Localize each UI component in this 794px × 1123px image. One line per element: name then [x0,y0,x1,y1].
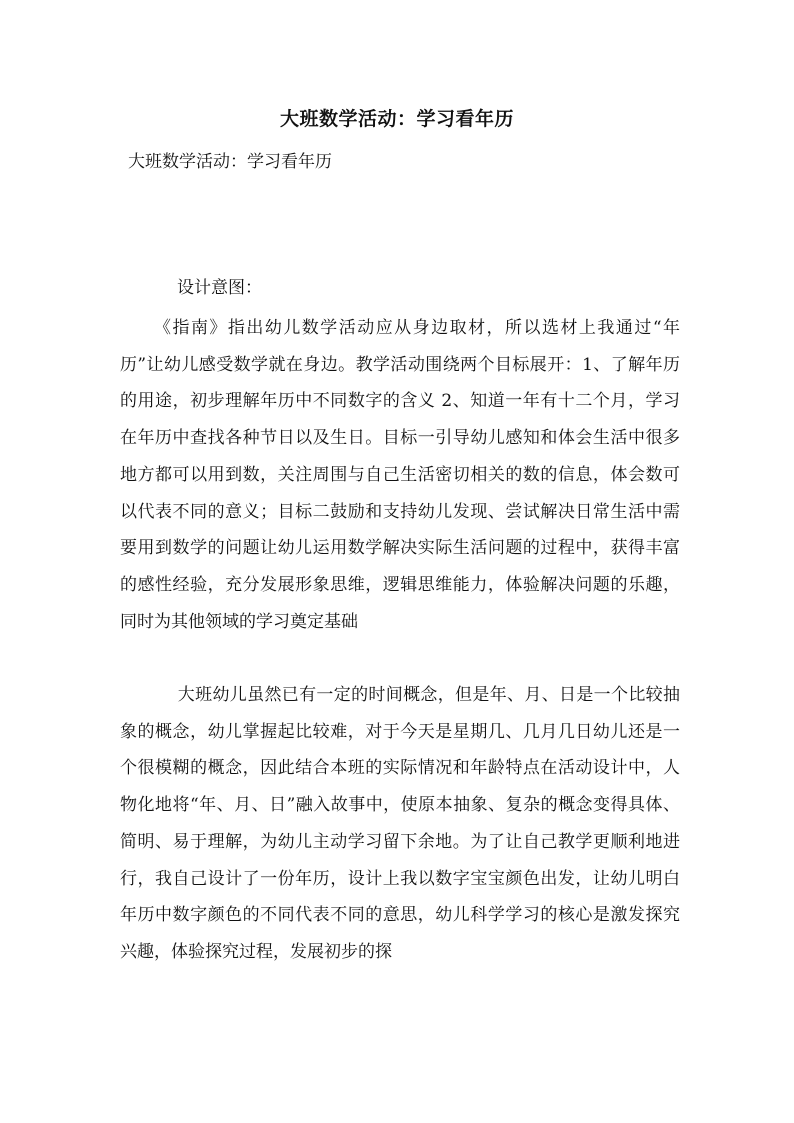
document-subtitle: 大班数学活动：学习看年历 [128,152,332,172]
paragraph-1: 《指南》指出幼儿数学活动应从身边取材，所以选材上我通过“年历”让幼儿感受数学就在身边。教学活动围绕两个目标展开：1、了解年历的用途，初步理解年历中不同数字的含义 2、知道一年有十二个月，学习在年历中查找各种节日以及生日。目标一引导幼儿感知和体会生活中很多地方都可以用到数，关注周围与自己生活密切相关的数的信息，体会数可以代表不同的意义；目标二鼓励和支持幼儿发现、尝试解决日常生活中需要用到数学的问题让幼儿运用数学解决实际生活问题的过程中，获得丰富的感性经验，充分发展形象思维，逻辑思维能力，体验解决问题的乐趣，同时为其他领域的学习奠定基础 [120,318,680,632]
paragraph-2: 大班幼儿虽然已有一定的时间概念，但是年、月、日是一个比较抽象的概念，幼儿掌握起比较难，对于今天是星期几、几月几日幼儿还是一个很模糊的概念，因此结合本班的实际情况和年龄特点在活动设计中，人物化地将“年、月、日”融入故事中，使原本抽象、复杂的概念变得具体、简明、易于理解，为幼儿主动学习留下余地。为了让自己教学更顺利地进行，我自己设计了一份年历，设计上我以数字宝宝颜色出发，让幼儿明白年历中数字颜色的不同代表不同的意思，幼儿科学学习的核心是激发探究兴趣，体验探究过程，发展初步的探 [120,685,680,962]
document-title: 大班数学活动：学习看年历 [279,108,514,130]
section-heading-design-intent: 设计意图： [177,278,262,298]
